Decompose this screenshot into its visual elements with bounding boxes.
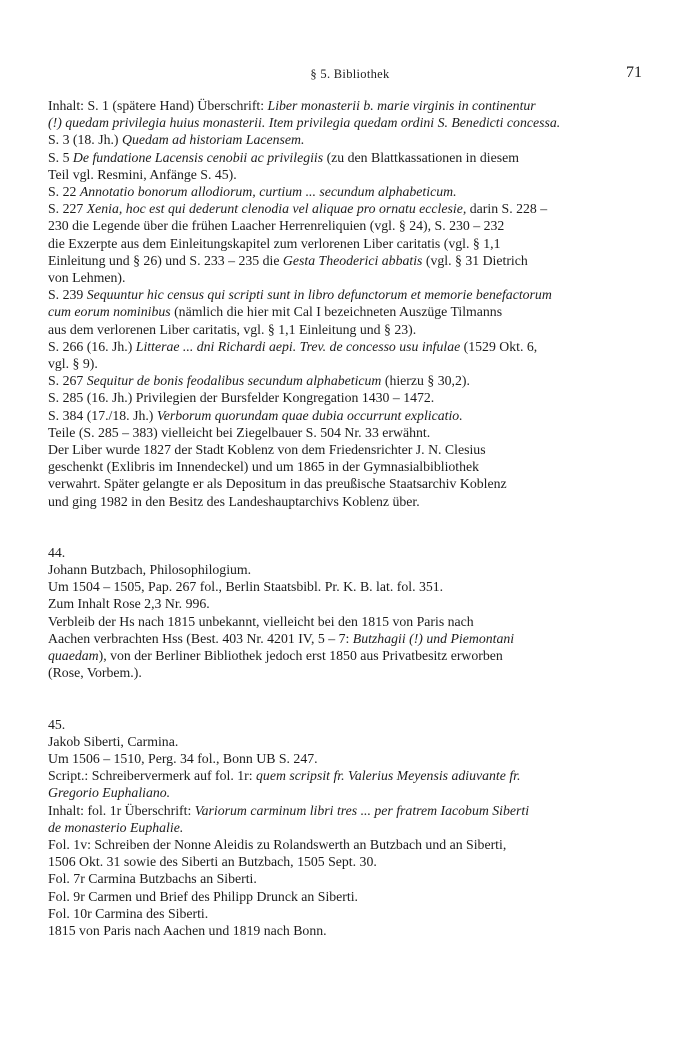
text-line: (Rose, Vorbem.). [48, 665, 142, 681]
text-line [48, 784, 652, 801]
section-gap [48, 682, 652, 716]
text-line: Fol. 7r Carmina Butzbachs an Siberti. [48, 871, 257, 887]
text-run: S. 266 (16. Jh.) [48, 338, 136, 354]
text-line: 1815 von Paris nach Aachen und 1819 nach Bonn. [48, 922, 327, 938]
section-gap [48, 510, 652, 544]
entry-43-continuation [48, 97, 652, 510]
latin-title: (!) quedam privilegia huius monasterii. Item privilegia quedam ordini S. Benedicti concessa. [48, 115, 561, 131]
latin-title: De fundatione Lacensis cenobii ac privilegiis [72, 149, 324, 165]
page-body [48, 97, 652, 939]
latin-title: quaedam [48, 648, 99, 664]
text-line: Fol. 10r Carmina des Siberti. [48, 905, 209, 921]
text-run: Aachen verbrachten Hss (Best. 403 Nr. 4201 IV, 5 – 7: [48, 630, 353, 646]
latin-title: Quedam ad historiam Lacensem. [121, 132, 305, 148]
text-run: Einleitung und § 26) und S. 233 – 235 die [48, 252, 283, 268]
text-run: S. 384 (17./18. Jh.) [48, 407, 157, 423]
text-line: und ging 1982 in den Besitz des Landeshauptarchivs Koblenz über. [48, 493, 420, 509]
text-run: Inhalt: fol. 1r Überschrift: [48, 802, 195, 818]
text-line [48, 802, 652, 819]
text-line: verwahrt. Später gelangte er als Depositum in das preußische Staatsarchiv Koblenz [48, 476, 507, 492]
text-line: aus dem verlorenen Liber caritatis, vgl. § 1,1 Einleitung und § 23). [48, 321, 417, 337]
text-line [48, 372, 652, 389]
entry-44 [48, 544, 652, 682]
text-run: S. 239 [48, 287, 87, 303]
text-line: vgl. § 9). [48, 356, 98, 372]
text-line [48, 252, 652, 269]
text-line [48, 338, 652, 355]
text-run: S. 5 [48, 149, 73, 165]
text-line [48, 407, 652, 424]
text-line [48, 303, 652, 320]
text-run: (vgl. § 31 Dietrich [422, 252, 528, 268]
text-run: (nämlich die hier mit Cal I bezeichneten Auszüge Tilmanns [170, 304, 503, 320]
latin-title: Annotatio bonorum allodiorum, curtium ... secundum alphabeticum. [79, 184, 457, 200]
text-line: Um 1504 – 1505, Pap. 267 fol., Berlin Staatsbibl. Pr. K. B. lat. fol. 351. [48, 579, 444, 595]
text-run: (zu den Blattkassationen in diesem [323, 149, 519, 165]
entry-title: Jakob Siberti, Carmina. [48, 733, 179, 749]
text-line: Um 1506 – 1510, Perg. 34 fol., Bonn UB S. 247. [48, 750, 318, 766]
text-line: Der Liber wurde 1827 der Stadt Koblenz von dem Friedensrichter J. N. Clesius [48, 442, 486, 458]
text-run: Script.: Schreibervermerk auf fol. 1r: [48, 768, 257, 784]
text-line [48, 630, 652, 647]
text-run: darin S. 228 – [466, 201, 548, 217]
latin-title: Gesta Theoderici abbatis [282, 252, 423, 268]
entry-number: 45. [48, 716, 66, 732]
text-run: ), von der Berliner Bibliothek jedoch erst 1850 aus Privatbesitz erworben [98, 648, 503, 664]
text-line [48, 819, 652, 836]
page-number: 71 [626, 64, 642, 81]
text-run: (1529 Okt. 6, [460, 338, 538, 354]
latin-title: quem scripsit fr. Valerius Meyensis adiuvante fr. [256, 768, 521, 784]
text-line: Teil vgl. Resmini, Anfänge S. 45). [48, 166, 237, 182]
text-line: S. 285 (16. Jh.) Privilegien der Bursfelder Kongregation 1430 – 1472. [48, 390, 435, 406]
latin-title: Verborum quorundam quae dubia occurrunt explicatio. [156, 407, 463, 423]
latin-title: Sequitur de bonis feodalibus secundum alphabeticum [86, 373, 382, 389]
text-line [48, 767, 652, 784]
entry-title: Johann Butzbach, Philosophilogium. [48, 562, 252, 578]
latin-title: Butzhagii (!) und Piemontani [352, 630, 515, 646]
latin-title: Gregorio Euphaliano. [48, 785, 171, 801]
text-line [48, 183, 652, 200]
text-line: Zum Inhalt Rose 2,3 Nr. 996. [48, 596, 210, 612]
text-line [48, 149, 652, 166]
text-line: 1506 Okt. 31 sowie des Siberti an Butzbach, 1505 Sept. 30. [48, 854, 377, 870]
running-title: § 5. Bibliothek [310, 67, 390, 81]
text-line: Teile (S. 285 – 383) vielleicht bei Ziegelbauer S. 504 Nr. 33 erwähnt. [48, 424, 431, 440]
entry-number: 44. [48, 544, 66, 560]
text-line [48, 131, 652, 148]
text-run: S. 3 (18. Jh.) [48, 132, 122, 148]
text-run: (hierzu § 30,2). [381, 373, 470, 389]
text-run: S. 227 [48, 201, 87, 217]
running-header [48, 64, 652, 86]
latin-title: Litterae ... dni Richardi aepi. Trev. de concesso usu infulae [135, 338, 461, 354]
text-line: Verbleib der Hs nach 1815 unbekannt, vielleicht bei den 1815 von Paris nach [48, 613, 474, 629]
text-line [48, 200, 652, 217]
latin-title: cum eorum nominibus [48, 304, 171, 320]
text-run: Inhalt: S. 1 (spätere Hand) Überschrift: [48, 98, 268, 113]
latin-title: Sequuntur hic census qui scripti sunt in libro defunctorum et memorie benefactorum [86, 287, 552, 303]
text-line: von Lehmen). [48, 270, 126, 286]
text-line: Fol. 9r Carmen und Brief des Philipp Drunck an Siberti. [48, 888, 359, 904]
text-line: Fol. 1v: Schreiben der Nonne Aleidis zu Rolandswerth an Butzbach und an Siberti, [48, 836, 507, 852]
latin-title: Liber monasterii b. marie virginis in continentur [267, 98, 536, 113]
text-run: S. 267 [48, 373, 87, 389]
text-line [48, 97, 652, 114]
latin-title: Xenia, hoc est qui dederunt clenodia vel aliquae pro ornatu ecclesie, [86, 201, 467, 217]
text-line [48, 286, 652, 303]
text-line: geschenkt (Exlibris im Innendeckel) und um 1865 in der Gymnasialbibliothek [48, 459, 480, 475]
latin-title: de monasterio Euphalie. [48, 819, 184, 835]
latin-title: Variorum carminum libri tres ... per fratrem Iacobum Siberti [194, 802, 530, 818]
text-run: S. 22 [48, 184, 80, 200]
text-line [48, 114, 652, 131]
text-line: die Exzerpte aus dem Einleitungskapitel zum verlorenen Liber caritatis (vgl. § 1,1 [48, 235, 501, 251]
text-line: 230 die Legende über die frühen Laacher Herrenreliquien (vgl. § 24), S. 230 – 232 [48, 218, 505, 234]
text-line [48, 647, 652, 664]
entry-45 [48, 716, 652, 940]
